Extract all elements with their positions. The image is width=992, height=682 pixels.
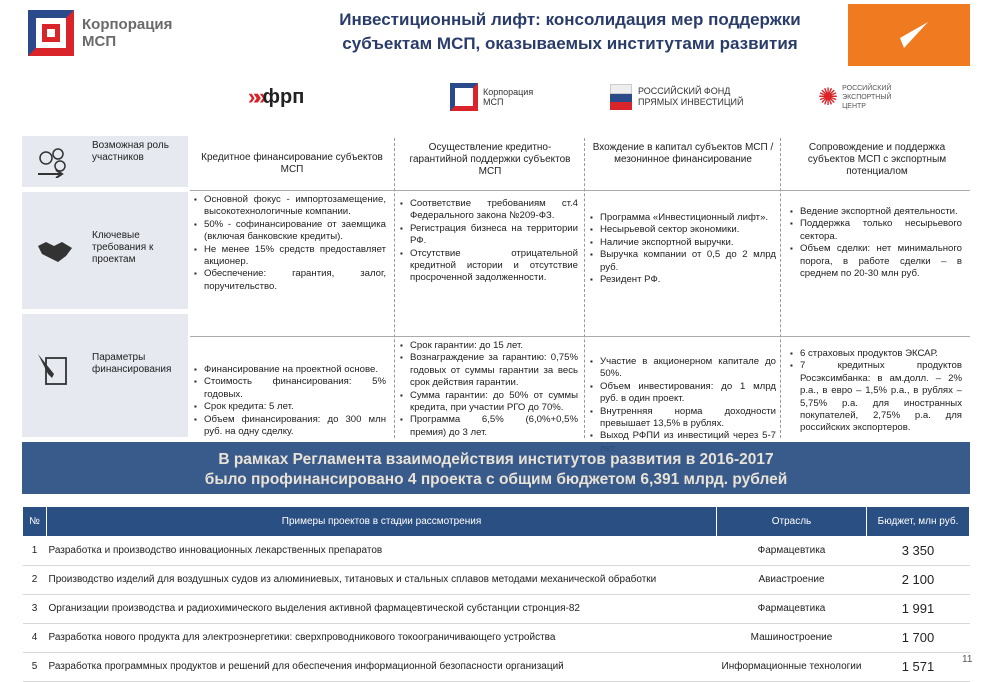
row-industry: Авиастроение [717,566,867,595]
requirements-credit [194,194,386,293]
row-budget: 3 350 [867,537,970,566]
row-num: 2 [23,566,47,595]
frp-chevron-icon: »» [248,84,261,109]
params-guarantee [400,340,578,439]
russia-flag-icon [610,84,632,110]
row-budget: 1 991 [867,595,970,624]
corp-msp-logo [28,10,172,56]
corp-partner-line1: Корпорация [483,87,534,97]
list-item: ▪ Сумма гарантии: до 50% от суммы кредита, при участии РГО до 70%. [400,390,578,415]
frp-logo [248,78,304,116]
rec-line3: ЦЕНТР [842,102,866,110]
row-label-requirements [22,192,188,310]
table-row [23,595,970,624]
row-divider [190,336,970,337]
list-item: ▪ Выручка компании от 0,5 до 2 млрд руб. [590,249,776,274]
table-row [23,653,970,682]
frp-text: фрп [262,85,305,108]
params-equity [590,356,776,455]
row-budget: 1 571 [867,653,970,682]
list-item: ▪ Объем инвестирования: до 1 млрд руб. в один проект. [590,381,776,406]
coins-arrow-icon [36,148,76,178]
logo-line2: МСП [82,33,117,50]
table-row [23,624,970,653]
rec-logo [818,78,892,116]
list-item: ▪ 7 кредитных продуктов Росэксимбанка: в ам.долл. – 2% р.а., в евро – 1,5% р.а., в рублях – 5,75% р.а. для иностранных покупателей, 2,75% р.а. для российских экспортеров. [790,360,962,434]
page-number: 11 [962,654,973,665]
row-num: 1 [23,537,47,566]
list-item: ▪ Поддержка только несырьевого сектора. [790,218,962,243]
list-item: ▪ Обеспечение: гарантия, залог, поручительство. [194,268,386,293]
column-header-equity: Вхождение в капитал субъектов МСП / мезонинное финансирование [592,142,774,165]
list-item: ▪ Внутренняя норма доходности превышает 13,5% в рублях. [590,406,776,431]
list-item: ▪ Не менее 15% средств предоставляет акционер. [194,244,386,269]
header-num: № [23,507,47,537]
paper-plane-icon [884,18,930,50]
table-row [23,566,970,595]
row-label-params-text: Параметры финансирования [92,352,172,375]
row-industry: Фармацевтика [717,537,867,566]
row-label-requirements-text: Ключевые требования к проектам [92,230,154,265]
list-item: ▪ Отсутствие отрицательной кредитной истории и отсутствие просроченной задолженности. [400,248,578,285]
handshake-icon [36,236,76,266]
row-label-roles [22,136,188,188]
requirements-equity [590,212,776,286]
projects-table [22,506,973,682]
rfpi-line2: ПРЯМЫХ ИНВЕСТИЦИЙ [638,97,744,107]
row-project: Разработка и производство инновационных лекарственных препаратов [47,537,717,566]
list-item: ▪ Финансирование на проектной основе. [194,364,386,376]
header-budget: Бюджет, млн руб. [867,507,970,537]
column-header-guarantee: Осуществление кредитно-гарантийной поддержки субъектов МСП [409,142,571,177]
banner-line1: В рамках Регламента взаимодействия институтов развития в 2016-2017 [218,451,774,468]
title-line2: субъектам МСП, оказываемых институтами развития [342,34,798,53]
rec-line1: РОССИЙСКИЙ [842,84,892,92]
row-project: Разработка нового продукта для электроэнергетики: сверхпроводникового токоограничивающего устройства [47,624,717,653]
list-item: ▪ Резидент РФ. [590,274,776,286]
corp-msp-mark-icon [450,83,478,111]
list-item: ▪ Вознаграждение за гарантию: 0,75% годовых от суммы гарантии за весь срок действия гарантии. [400,352,578,389]
row-project: Производство изделий для воздушных судов из алюминиевых, титановых и стальных сплавов методами механической обработки [47,566,717,595]
arrow-badge [848,4,970,66]
list-item: ▪ Выход РФПИ из инвестиций через 5-7 [590,430,776,455]
logo-line1: Корпорация [82,16,173,33]
corp-msp-logo-icon [28,10,74,56]
rfpi-line1: РОССИЙСКИЙ ФОНД [638,86,731,96]
list-item: ▪ Программа «Инвестиционный лифт». [590,212,776,224]
column-header-export: Сопровождение и поддержка субъектов МСП с экспортным потенциалом [807,142,947,177]
header-project: Примеры проектов в стадии рассмотрения [47,507,717,537]
summary-banner-text [22,450,970,490]
list-item: ▪ Участие в акционерном капитале до 50%. [590,356,776,381]
partners-logos [0,72,992,122]
rec-line2: ЭКСПОРТНЫЙ [842,93,892,101]
table-row [23,537,970,566]
row-label-params [22,314,188,438]
column-separator [780,138,781,438]
table-header-row [23,507,970,537]
page-title [290,8,850,56]
list-item: ▪ Наличие экспортной выручки. [590,237,776,249]
list-item: ▪ Программа 6,5% (6,0%+0,5% премия) до 3 лет. [400,414,578,439]
params-export [790,348,962,435]
requirements-guarantee [400,198,578,285]
list-item: ▪ Срок кредита: 5 лет. [194,401,386,413]
column-separator [584,138,585,438]
row-industry: Машиностроение [717,624,867,653]
row-divider [190,190,970,191]
row-budget: 2 100 [867,566,970,595]
list-item: ▪ Основной фокус - импортозамещение, высокотехнологичные компании. [194,194,386,219]
list-item: ▪ 6 страховых продуктов ЭКСАР. [790,348,962,360]
list-item: ▪ Стоимость финансирования: 5% годовых. [194,376,386,401]
title-line1: Инвестиционный лифт: консолидация мер поддержки [339,10,801,29]
list-item: ▪ Ведение экспортной деятельности. [790,206,962,218]
row-project: Разработка программных продуктов и решений для обеспечения информационной безопасности организаций [47,653,717,682]
header-industry: Отрасль [717,507,867,537]
column-header-credit: Кредитное финансирование субъектов МСП [201,152,383,175]
row-num: 4 [23,624,47,653]
list-item: ▪ Регистрация бизнеса на территории РФ. [400,223,578,248]
row-industry: Фармацевтика [717,595,867,624]
requirements-export [790,206,962,280]
list-item: ▪ Объем финансирования: до 300 млн руб. на одну сделку. [194,414,386,439]
document-pen-icon [36,350,70,388]
row-industry: Информационные технологии [717,653,867,682]
list-item: ▪ Объем сделки: нет минимального порога, в работе сделки – в среднем по 20-30 млн руб. [790,243,962,280]
corp-msp-partner-logo [450,78,533,116]
row-budget: 1 700 [867,624,970,653]
list-item: ▪ Срок гарантии: до 15 лет. [400,340,578,352]
row-num: 3 [23,595,47,624]
list-item: ▪ Соответствие требованиям ст.4 Федерального закона №209-ФЗ. [400,198,578,223]
rec-star-icon: ✺ [818,83,839,111]
row-project: Организации производства и радиохимического выделения активной фармацевтической субстанции стронция-82 [47,595,717,624]
params-credit [194,364,386,438]
row-num: 5 [23,653,47,682]
column-separator [394,138,395,438]
row-label-roles-text: Возможная роль участников [92,140,169,163]
rfpi-logo [610,78,743,116]
list-item: ▪ Несырьевой сектор экономики. [590,224,776,236]
list-item: ▪ 50% - софинансирование от заемщика (включая банковские кредиты). [194,219,386,244]
banner-line2: было профинансировано 4 проекта с общим бюджетом 6,391 млрд. рублей [204,471,788,488]
corp-partner-line2: МСП [483,97,504,107]
header [0,0,992,70]
